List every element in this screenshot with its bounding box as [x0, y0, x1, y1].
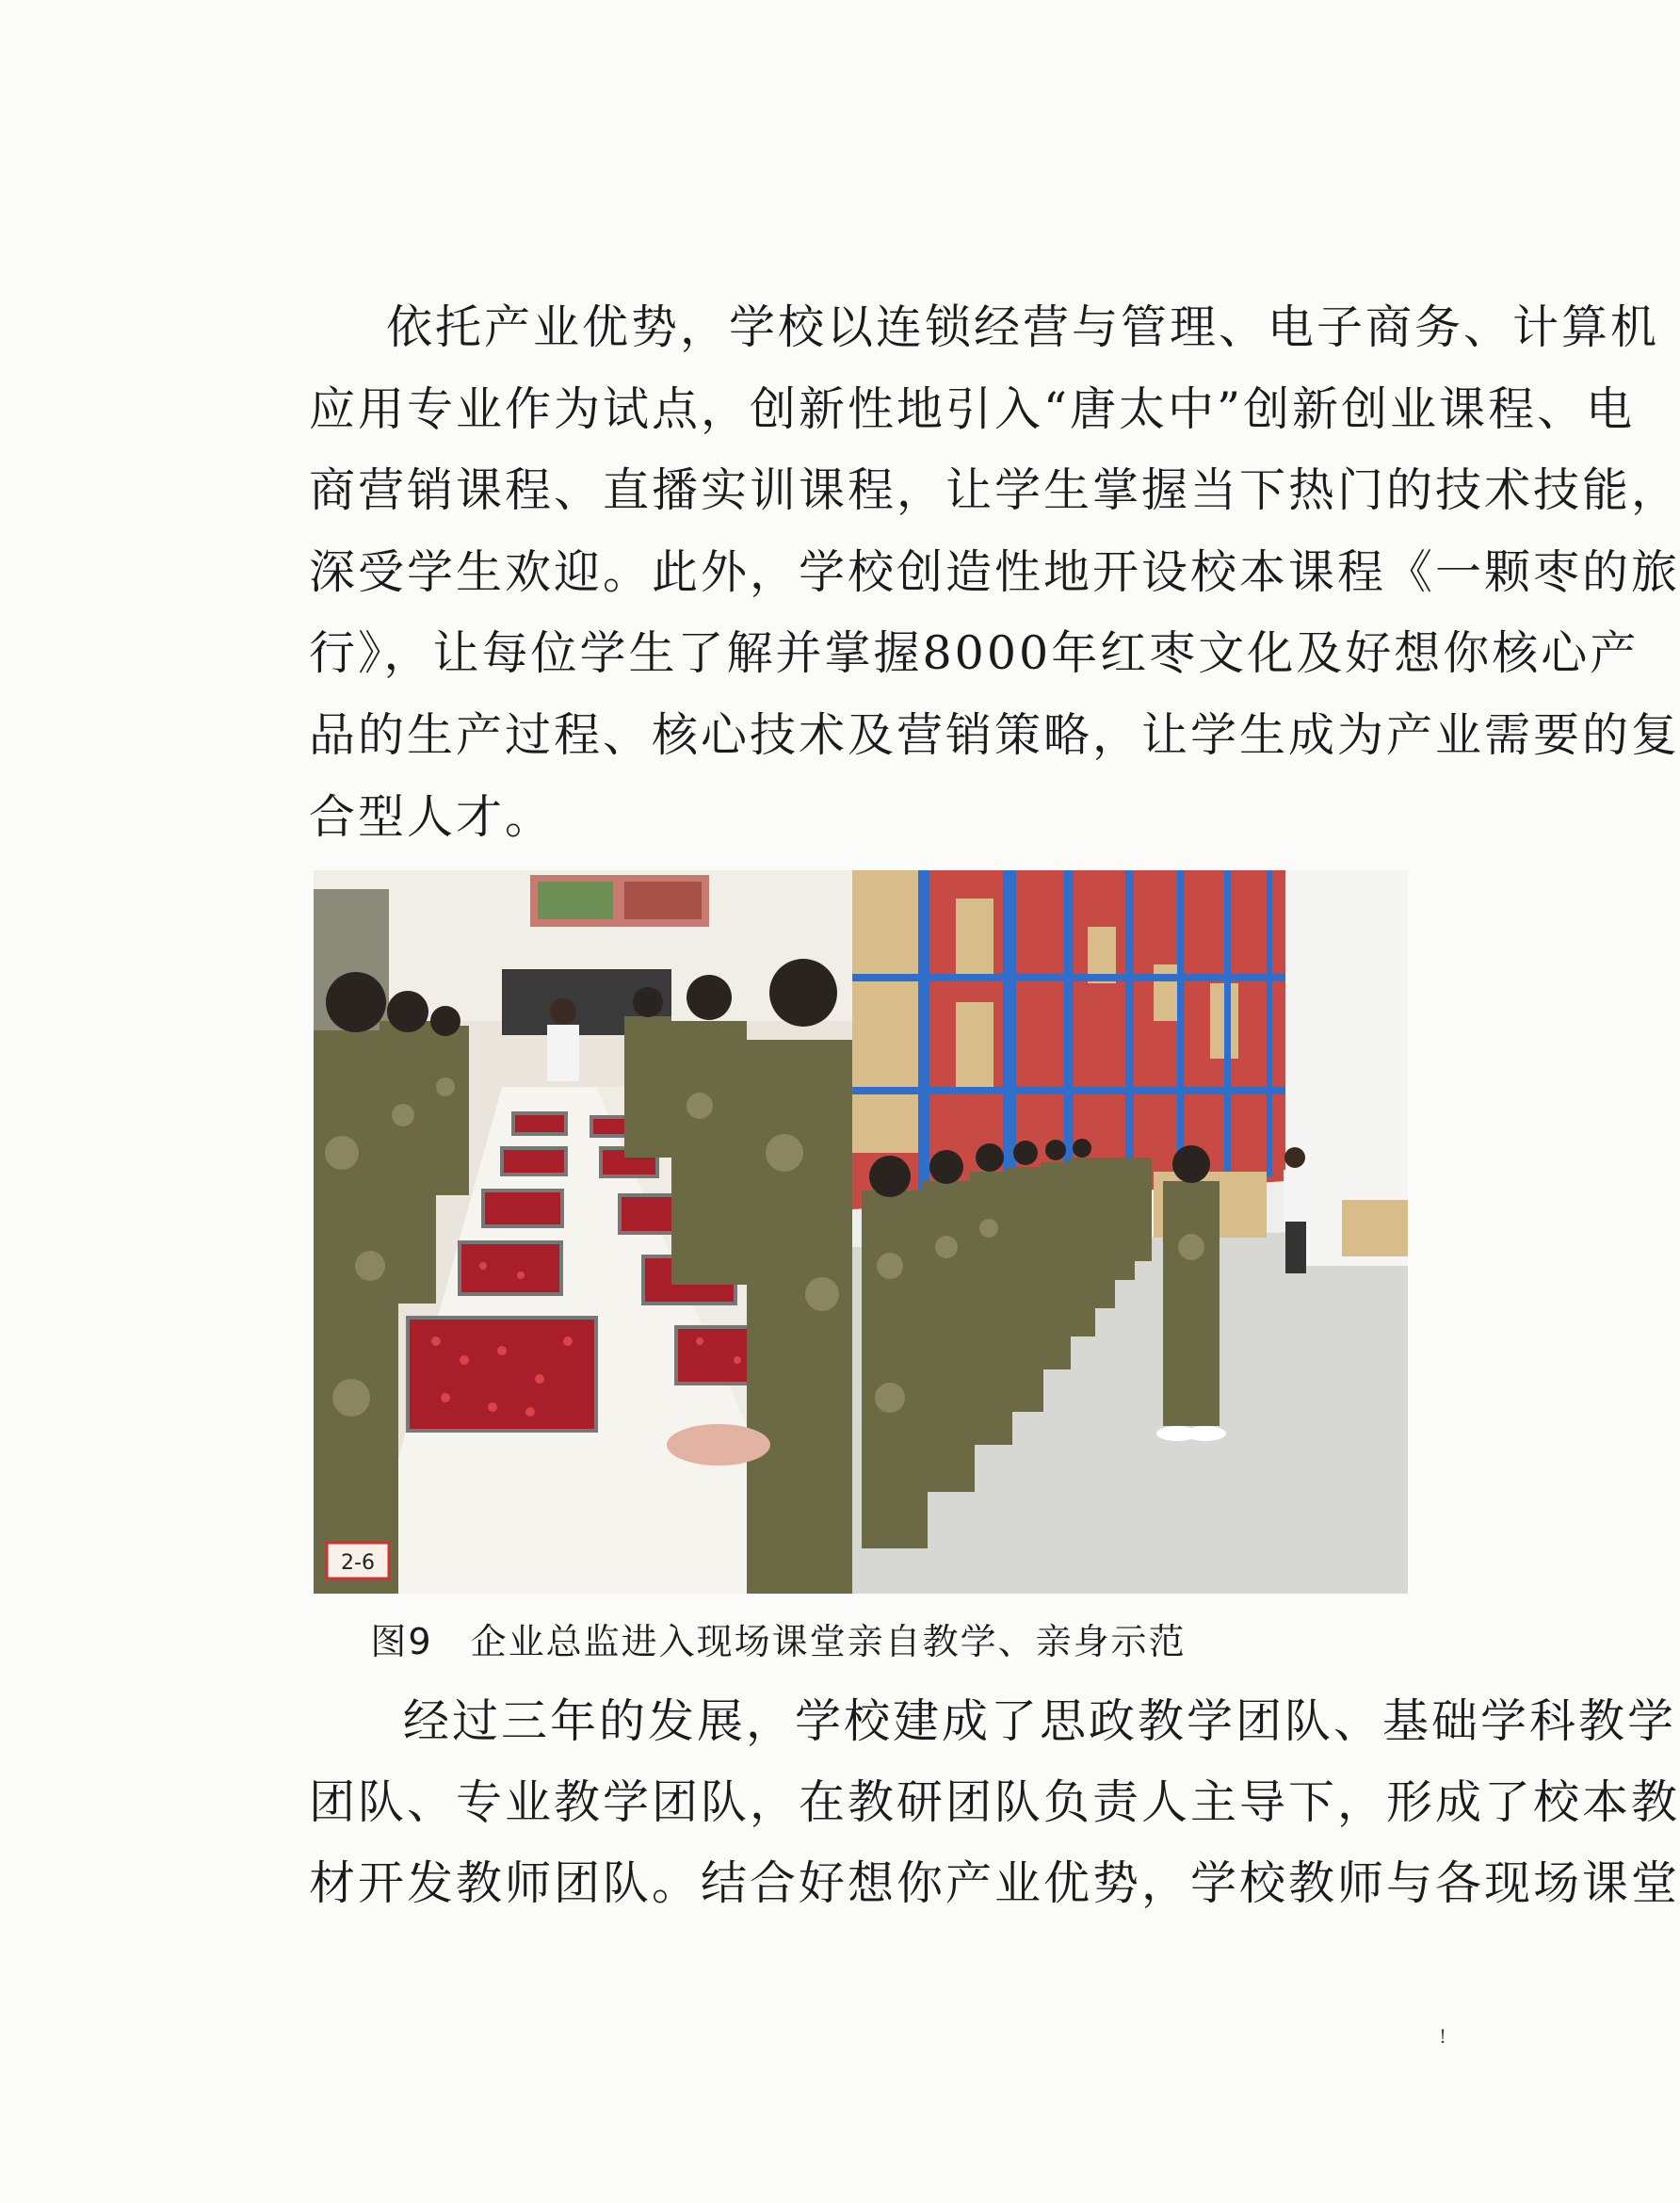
- text-line: 依托产业优势，学校以连锁经营与管理、电子商务、计算机: [386, 300, 1660, 354]
- warehouse-photo-image: [852, 870, 1408, 1594]
- photo-sticker-label: 2-6: [341, 1551, 375, 1575]
- text-line: 深受学生欢迎。此外，学校创造性地开设校本课程《一颗枣的旅: [309, 545, 1680, 599]
- text-line: 团队、专业教学团队，在教研团队负责人主导下，形成了校本教: [309, 1775, 1680, 1829]
- text-line: 行》，让每位学生了解并掌握8000年红枣文化及好想你核心产: [309, 626, 1640, 680]
- text-line: 经过三年的发展，学校建成了思政教学团队、基础学科教学: [403, 1694, 1677, 1748]
- figure-caption: 图9 企业总监进入现场课堂亲自教学、亲身示范: [370, 1621, 1187, 1662]
- classroom-photo-image: [314, 870, 852, 1594]
- text-line: 商营销课程、直播实训课程，让学生掌握当下热门的技术技能，: [309, 463, 1680, 517]
- text-line: 合型人才。: [309, 790, 555, 844]
- text-line: 品的生产过程、核心技术及营销策略，让学生成为产业需要的复: [309, 708, 1680, 762]
- text-line: 材开发教师团队。结合好想你产业优势，学校教师与各现场课堂: [309, 1856, 1680, 1910]
- text-line: 应用专业作为试点，创新性地引入“唐太中”创新创业课程、电: [309, 382, 1636, 436]
- page-mark: !: [1439, 2025, 1447, 2048]
- warehouse-photo: [852, 870, 1408, 1594]
- classroom-photo: [314, 870, 852, 1594]
